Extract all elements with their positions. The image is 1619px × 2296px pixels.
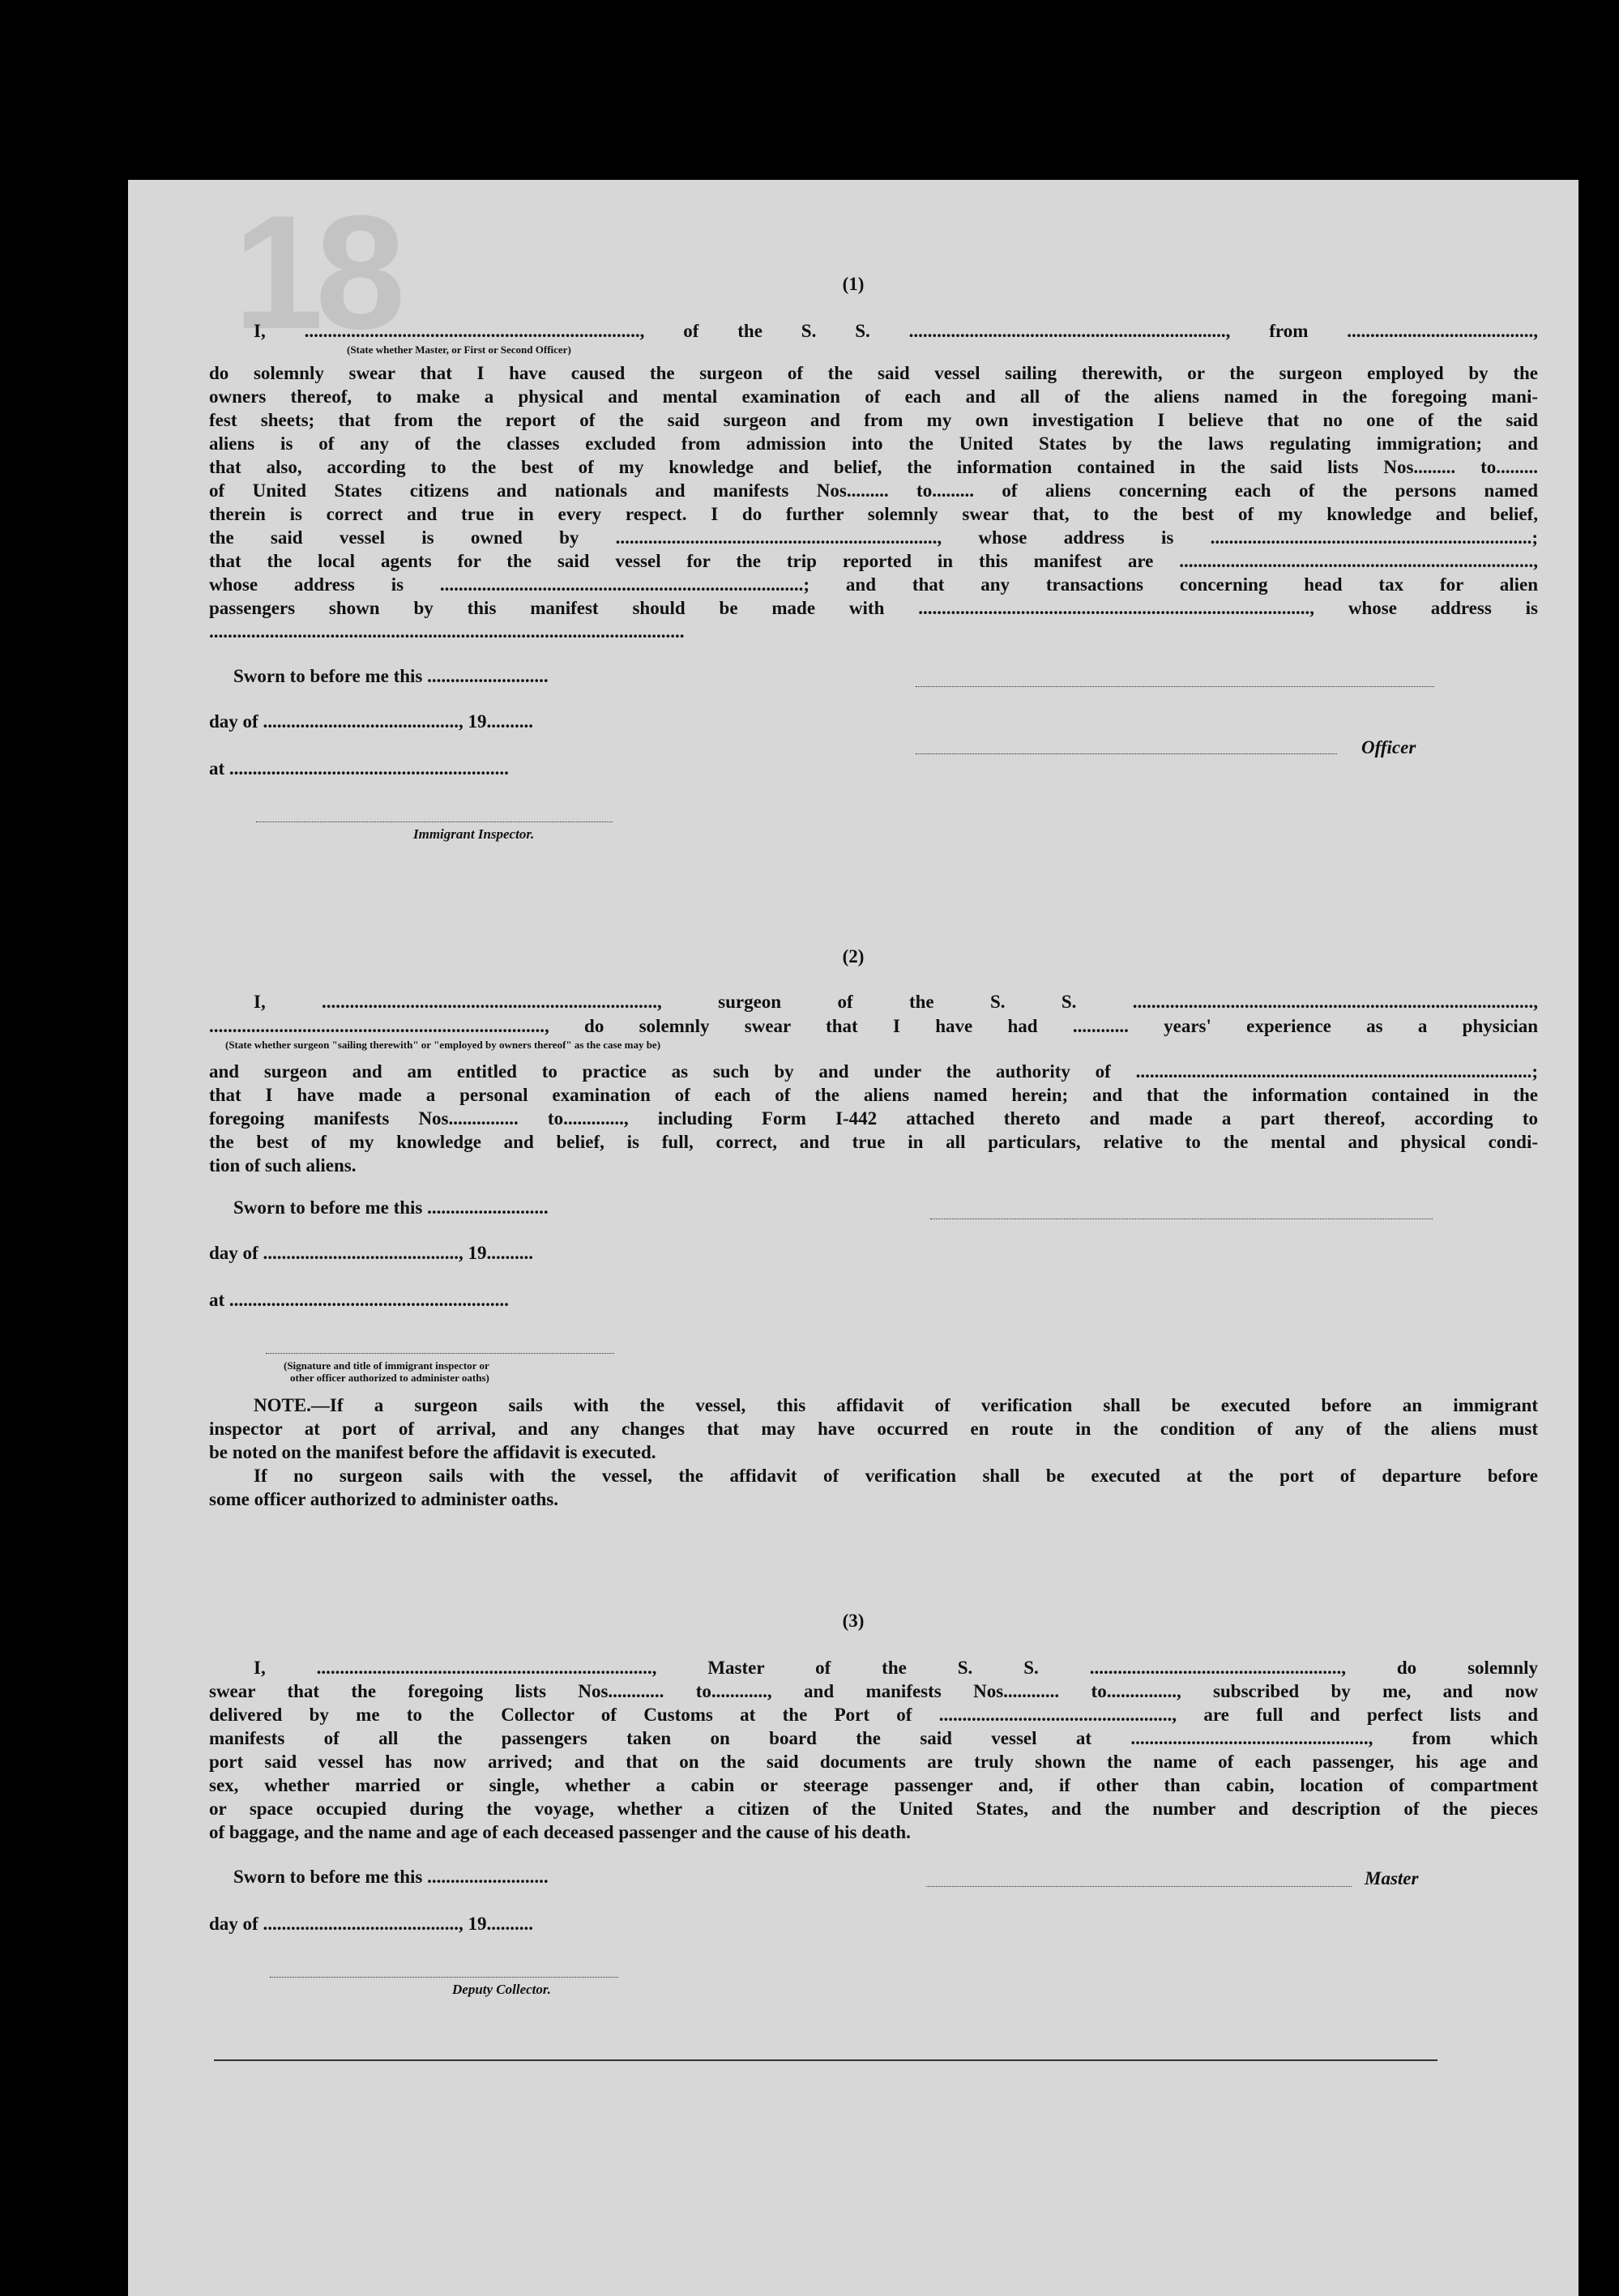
- note-line: NOTE.—If a surgeon sails with the vessel, this affidavit of verification shall be executed before an immigrant: [254, 1395, 1538, 1415]
- day-label: day of .........................................., 19..........: [209, 1243, 533, 1263]
- inspector-caption: Immigrant Inspector.: [413, 826, 535, 842]
- section-2-line: tion of such aliens.: [209, 1155, 357, 1176]
- officer-label: Officer: [1361, 737, 1416, 758]
- section-1-caption: (State whether Master, or First or Second Officer): [347, 344, 571, 356]
- signature-line: [916, 686, 1434, 687]
- section-3-line: manifests of all the passengers taken on board the said vessel at ..................................................., from which: [209, 1728, 1538, 1748]
- section-1-line: fest sheets; that from the report of the said surgeon and from my own investigation I believe that no one of the said: [209, 410, 1538, 430]
- at-label: at ............................................................: [209, 758, 509, 779]
- section-2-line: the best of my knowledge and belief, is full, correct, and true in all particulars, relative to the mental and physical condi-: [209, 1132, 1538, 1152]
- at-label: at ............................................................: [209, 1290, 509, 1310]
- note-line: some officer authorized to administer oaths.: [209, 1489, 558, 1509]
- section-1-title: (1): [842, 274, 865, 294]
- master-signature-line: [926, 1886, 1352, 1887]
- section-1-line: do solemnly swear that I have caused the surgeon of the said vessel sailing therewith, or the surgeon employed by the: [209, 363, 1538, 383]
- note-line: inspector at port of arrival, and any changes that may have occurred en route in the condition of any of the aliens must: [209, 1419, 1538, 1439]
- section-2-line: ........................................................................, do solemnly swear that I have had ............ years' experience as a physician: [209, 1016, 1538, 1036]
- collector-caption: Deputy Collector.: [452, 1982, 551, 1997]
- surgeon-signature-line: [930, 1218, 1433, 1219]
- section-1-line: ......................................................................................................: [209, 621, 685, 642]
- section-1-line: passengers shown by this manifest should be made with ...................................................................................., whose address is: [209, 598, 1538, 618]
- section-1-line: aliens is of any of the classes excluded from admission into the United States by the laws regulating immigration; and: [209, 433, 1538, 454]
- sworn-label: Sworn to before me this ..........................: [233, 666, 549, 686]
- sworn-label: Sworn to before me this ..........................: [233, 1867, 549, 1887]
- section-1-line: therein is correct and true in every respect. I do further solemnly swear that, to the best of my knowledge and belief,: [209, 504, 1538, 524]
- inspector-signature-line: [266, 1353, 614, 1354]
- section-2-line: I, ........................................................................, surgeon of the S. S. ......................................................................................,: [254, 992, 1538, 1012]
- section-3-title: (3): [842, 1611, 865, 1631]
- manifest-form-page: [128, 180, 1578, 2296]
- section-1-line: of United States citizens and nationals and manifests Nos......... to......... of aliens concerning each of the persons named: [209, 480, 1538, 501]
- note-line: be noted on the manifest before the affidavit is executed.: [209, 1442, 656, 1462]
- signature-caption: (Signature and title of immigrant inspector or: [284, 1359, 489, 1372]
- section-2-line: and surgeon and am entitled to practice as such by and under the authority of .....................................................................................;: [209, 1061, 1538, 1082]
- signature-caption: other officer authorized to administer oaths): [290, 1372, 489, 1384]
- section-1-line: the said vessel is owned by ....................................................................., whose address is .....................................................................;: [209, 527, 1538, 548]
- section-2-line: foregoing manifests Nos............... to............., including Form I-442 attached thereto and made a part thereof, according to: [209, 1108, 1538, 1129]
- section-3-line: of baggage, and the name and age of each deceased passenger and the cause of his death.: [209, 1822, 911, 1842]
- section-1-line: owners thereof, to make a physical and mental examination of each and all of the aliens named in the foregoing mani-: [209, 386, 1538, 407]
- day-label: day of .........................................., 19..........: [209, 1914, 533, 1934]
- section-1-line: that the local agents for the said vessel for the trip reported in this manifest are ............................................................................,: [209, 551, 1538, 571]
- section-2-caption: (State whether surgeon "sailing therewith" or "employed by owners thereof" as the case may be): [225, 1039, 661, 1051]
- day-label: day of .........................................., 19..........: [209, 711, 533, 732]
- note-line: If no surgeon sails with the vessel, the affidavit of verification shall be executed at the port of departure before: [254, 1466, 1538, 1486]
- section-3-line: swear that the foregoing lists Nos............ to............, and manifests Nos............ to..............., subscribed by me, and now: [209, 1681, 1538, 1701]
- collector-signature-line: [270, 1977, 618, 1978]
- section-1-line: that also, according to the best of my knowledge and belief, the information contained in the said lists Nos......... to.........: [209, 457, 1538, 477]
- bottom-rule: [214, 2059, 1437, 2061]
- officer-signature-line: [916, 753, 1337, 754]
- bleed-through-mark: 18: [233, 182, 398, 363]
- section-2-line: that I have made a personal examination of each of the aliens named herein; and that the information contained in the: [209, 1085, 1538, 1105]
- section-3-line: or space occupied during the voyage, whether a citizen of the United States, and the number and description of the pieces: [209, 1799, 1538, 1819]
- sworn-label: Sworn to before me this ..........................: [233, 1197, 549, 1218]
- section-1-line: I, ........................................................................, of the S. S. ...................................................................., from ........................................,: [254, 321, 1538, 341]
- section-3-line: port said vessel has now arrived; and that on the said documents are truly shown the name of each passenger, his age and: [209, 1752, 1538, 1772]
- master-label: Master: [1365, 1868, 1419, 1888]
- section-1-line: whose address is ..............................................................................; and that any transactions concerning head tax for alien: [209, 574, 1538, 595]
- section-2-title: (2): [842, 946, 865, 967]
- section-3-line: delivered by me to the Collector of Customs at the Port of .................................................., are full and perfect lists and: [209, 1705, 1538, 1725]
- section-3-line: sex, whether married or single, whether a cabin or steerage passenger and, if other than cabin, location of compartment: [209, 1775, 1538, 1795]
- section-3-line: I, ........................................................................, Master of the S. S. ......................................................, do solemnly: [254, 1658, 1538, 1678]
